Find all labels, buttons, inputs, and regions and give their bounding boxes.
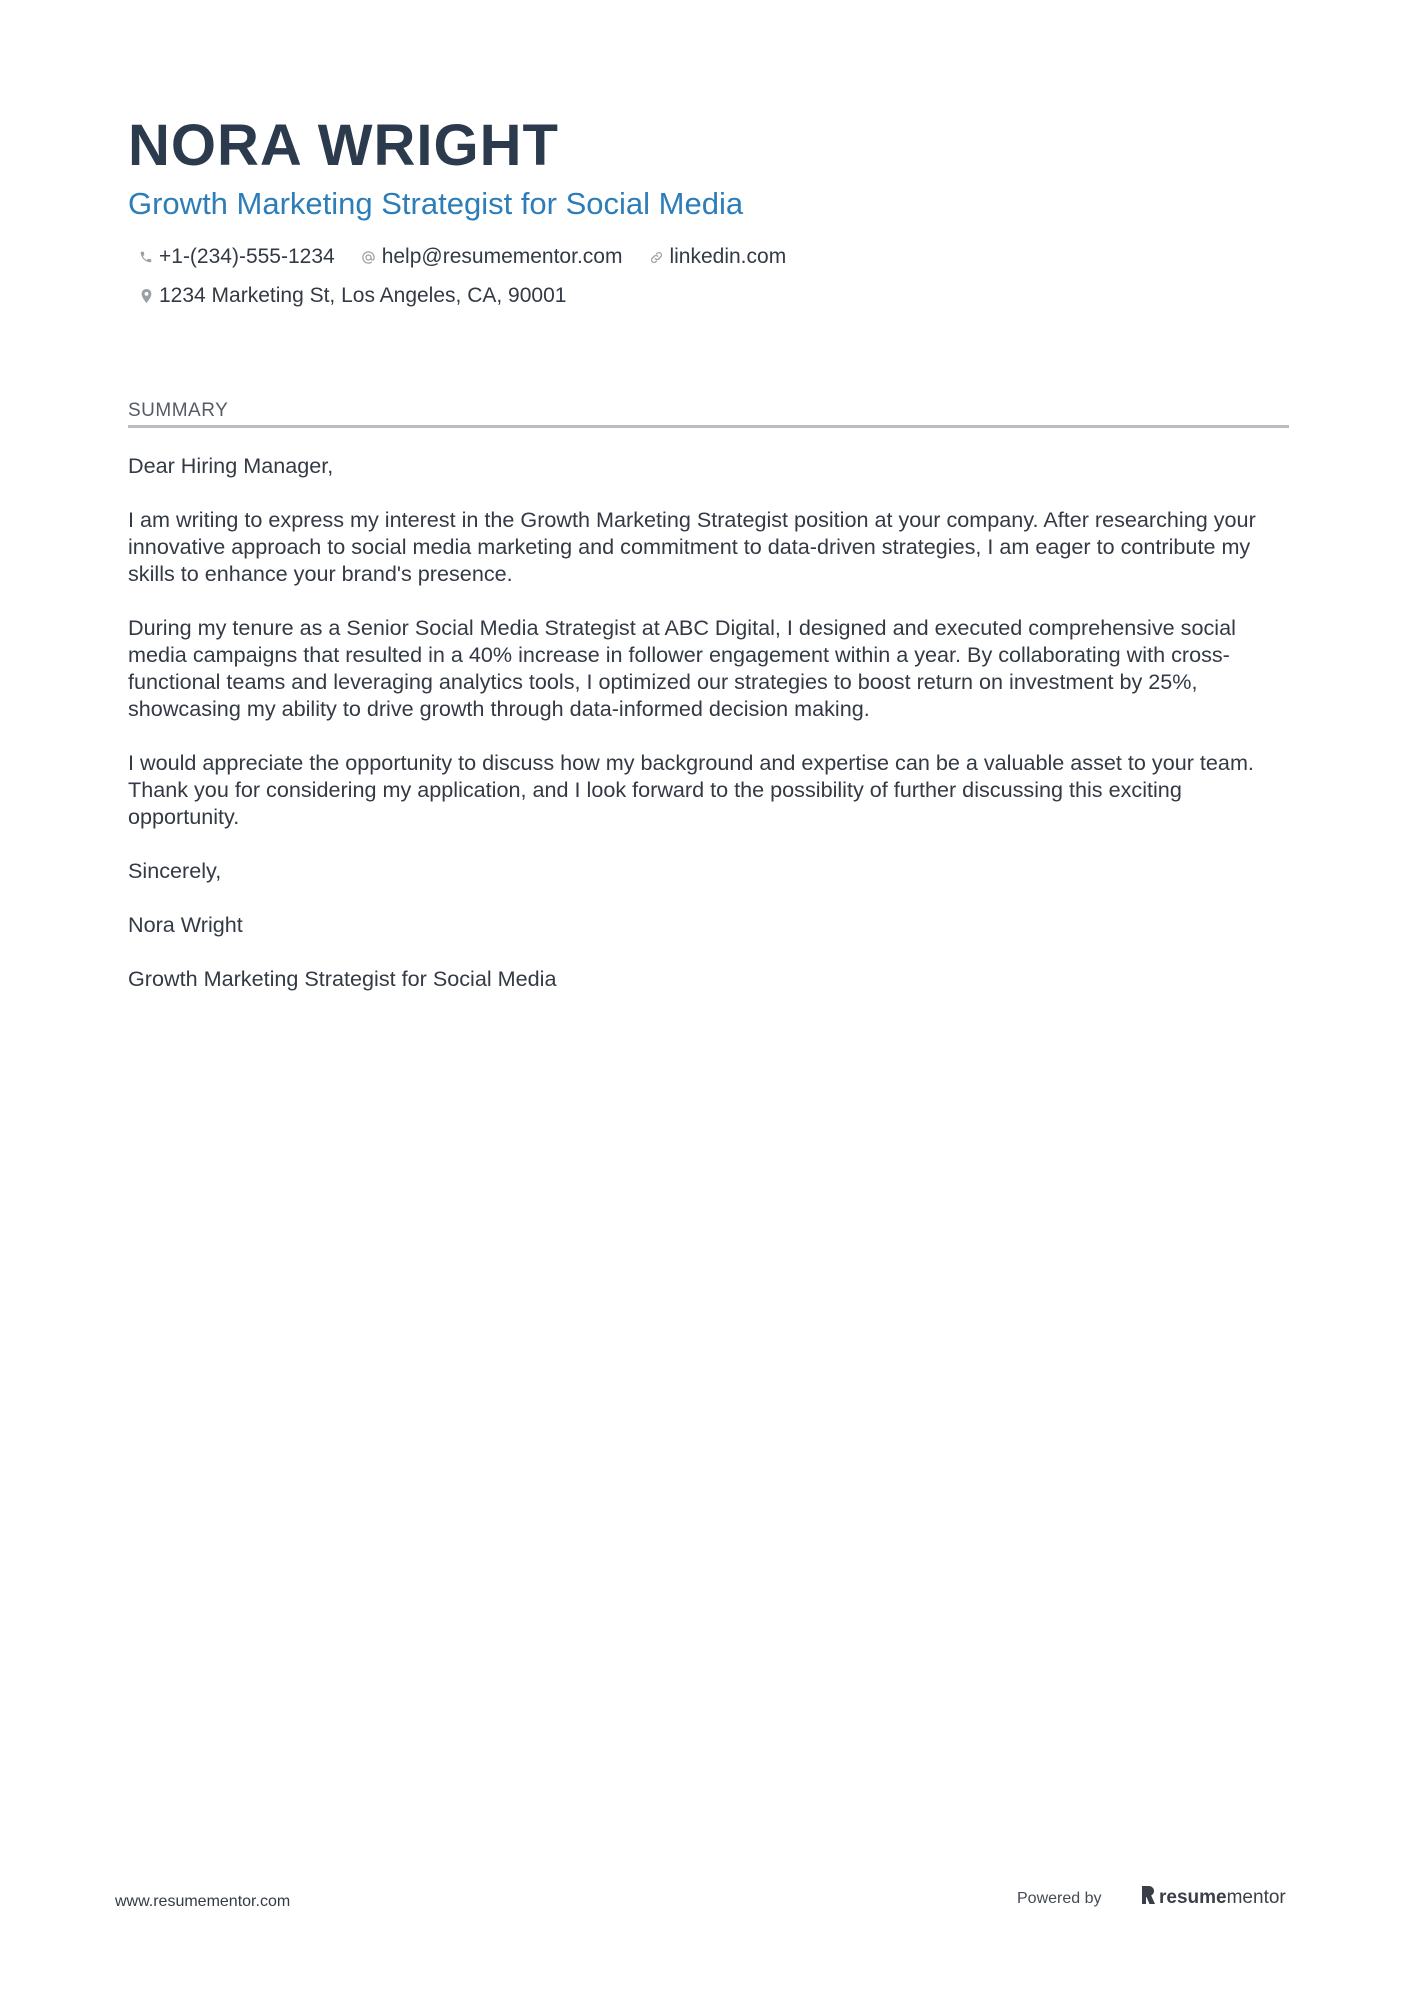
brand-name-bold: resume (1159, 1887, 1227, 1908)
letter-body (128, 452, 1289, 1019)
footer-url[interactable]: www.resumementor.com (115, 1893, 291, 1910)
contact-phone (138, 245, 335, 269)
candidate-title: Growth Marketing Strategist for Social Media (128, 186, 744, 221)
letter-paragraph: I would appreciate the opportunity to discuss how my background and expertise can be a valuable asset to your team. Thank you for considering my application, and I look forward to the possibility of further discussing this exciting opportunity. (128, 750, 1254, 829)
at-icon (361, 248, 377, 266)
letter-closing: Sincerely, (128, 858, 222, 883)
letter-paragraph: During my tenure as a Senior Social Media Strategist at ABC Digital, I designed and executed comprehensive social media campaigns that resulted in a 40% increase in follower engagement within a year. By collaborating with cross-functional teams and leveraging analytics tools, I optimized our strategies to boost return on investment by 25%, showcasing my ability to drive growth through data-informed decision making. (128, 615, 1236, 721)
link-text[interactable]: linkedin.com (669, 245, 787, 268)
brand-name-light: mentor (1226, 1887, 1286, 1908)
phone-icon (138, 248, 154, 266)
resumementor-logo-icon (1140, 1885, 1156, 1911)
contact-email[interactable] (361, 245, 623, 269)
contact-address (138, 284, 566, 308)
map-pin-icon (138, 287, 154, 305)
brand-logo[interactable] (1140, 1885, 1286, 1911)
contact-link[interactable] (648, 245, 786, 269)
candidate-name: NORA WRIGHT (128, 113, 559, 178)
footer-powered-by: Powered by (1017, 1890, 1102, 1907)
letter-greeting: Dear Hiring Manager, (128, 453, 334, 478)
signature-title: Growth Marketing Strategist for Social Media (128, 966, 557, 991)
contact-row (138, 245, 812, 269)
email-text[interactable]: help@resumementor.com (381, 245, 623, 268)
address-text: 1234 Marketing St, Los Angeles, CA, 90001 (159, 284, 567, 307)
signature-name: Nora Wright (128, 912, 243, 937)
address-row (138, 284, 592, 308)
section-title-summary: SUMMARY (128, 399, 1289, 428)
phone-text: +1-(234)-555-1234 (159, 245, 335, 268)
letter-paragraph: I am writing to express my interest in the Growth Marketing Strategist position at your company. After researching your innovative approach to social media marketing and commitment to data-driven strategies, I am eager to contribute my skills to enhance your brand's presence. (128, 507, 1256, 586)
link-icon (648, 248, 664, 266)
